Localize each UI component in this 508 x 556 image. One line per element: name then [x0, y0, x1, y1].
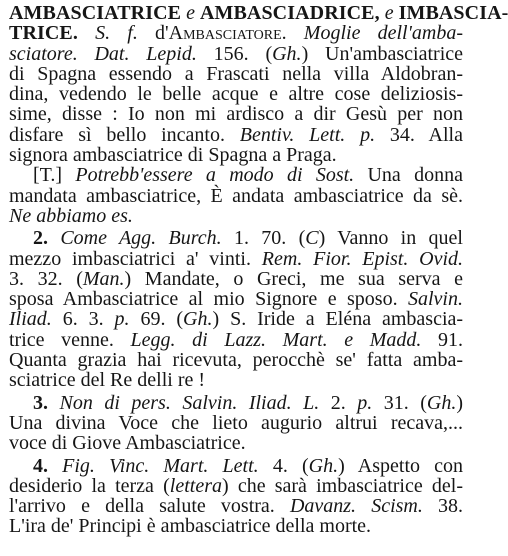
citation-source: p.: [357, 391, 373, 414]
tommaseo-mark: [T.]: [33, 164, 63, 187]
sense-4-line: [9, 456, 463, 476]
citation-source: Fig. Vinc. Mart. Lett.: [62, 454, 259, 477]
entry-header-line: [9, 2, 508, 24]
sense-2-line: [9, 289, 463, 309]
headword-imbasciatrice-part2: TRICE.: [9, 22, 78, 45]
headword-ambasciadrice: AMBASCIADRICE,: [199, 2, 380, 24]
entry-text-line: dina, vedendo le belle acque e altre cose deliziosis-: [9, 83, 463, 106]
citation-source: Salvin.: [408, 288, 463, 311]
citation-text: 156. (Gh.) Un'ambasciatrice: [213, 42, 463, 65]
sense-2-line: [9, 330, 463, 350]
note-text: Potrebb'essere a modo di Sost.: [75, 164, 355, 187]
sense-4-line: [9, 476, 463, 496]
citation-text: 38.: [438, 495, 464, 518]
citation-source: Rem. Fior. Epist. Ovid.: [261, 247, 463, 270]
citation-source: sciatore. Dat. Lepid.: [9, 42, 197, 65]
note-text: Ne abbiamo es.: [9, 204, 133, 227]
definition-text: Moglie dell'amba-: [303, 22, 463, 45]
citation-source: Davanz. Scism.: [289, 495, 423, 518]
citation-text: 4. (Gh.) Aspetto con: [272, 454, 464, 477]
citation-text: mezzo imbasciatrici a' vinti.: [9, 247, 251, 270]
headword-imbasciatrice-part1: IMBASCIA-: [398, 2, 508, 24]
headword-ambasciatrice: AMBASCIATRICE: [9, 2, 182, 24]
sense-2-line: [9, 269, 463, 289]
citation-text: 3. 32. (Man.) Mandate, o Greci, me sua serva e: [9, 267, 463, 290]
headword-conjunction: e: [384, 2, 394, 24]
sense-2-line: Quanta grazia hai ricevuta, perocchè se' fatta amba-: [9, 349, 463, 372]
citation-text: 91.: [438, 328, 464, 351]
citation-text: sposa Ambasciatrice al mio Signore e sposo.: [9, 288, 398, 311]
citation-text: l'arrivo e della salute vostra.: [9, 495, 275, 518]
headword-conjunction: e: [186, 2, 195, 24]
citation-text: disfare sì bello incanto.: [9, 123, 225, 146]
tommaseo-note-line: [9, 165, 463, 185]
sense-number: 4.: [33, 454, 48, 477]
citation-text: 69. (Gh.) S. Iride a Eléna ambascia-: [140, 308, 464, 331]
citation-source: p.: [114, 308, 130, 331]
sense-4-line: [9, 496, 463, 516]
citation-text: 1. 70. (C) Vanno in quel: [233, 227, 463, 250]
sense-2-line: [9, 249, 463, 269]
note-text: Una donna: [367, 164, 463, 187]
citation-text: desiderio la terza (lettera) che sarà imbasciatrice del-: [9, 474, 463, 497]
sense-number: 2.: [33, 227, 48, 250]
citation-source: Non di pers. Salvin. Iliad. L.: [59, 391, 320, 414]
sense-4-line: L'ira de' Principi è ambasciatrice della morte.: [9, 515, 372, 538]
entry-text-line: mandata ambasciatrice, È andata ambasciatrice da sè.: [9, 184, 463, 207]
citation-text: 6. 3.: [62, 308, 104, 331]
citation-source: Legg. di Lazz. Mart. e Madd.: [130, 328, 422, 351]
entry-text-line: sime, disse : Io non mi ardisco a dir Gesù per non: [9, 103, 463, 126]
sense-2-line: [9, 228, 463, 248]
citation-source: Bentiv. Lett. p.: [239, 123, 376, 146]
citation-text: 31. (Gh.): [383, 391, 464, 414]
sense-3-line: voce di Giove Ambasciatrice.: [9, 432, 246, 455]
citation-text: 34. Alla: [389, 123, 463, 146]
sense-3-line: Una divina Voce che lieto augurio altrui recava,...: [9, 411, 463, 434]
entry-text-line: signora ambasciatrice di Spagna a Praga.: [9, 144, 337, 167]
definition-prefix: d'Ambasciatore.: [155, 22, 287, 45]
citation-source: Iliad.: [9, 308, 52, 331]
citation-source: Come Agg. Burch.: [60, 227, 222, 250]
citation-text: trice venne.: [9, 328, 114, 351]
entry-citation-line: [9, 125, 463, 145]
sense-2-line: sciatrice del Re delli re !: [9, 369, 206, 392]
citation-text: 2.: [330, 391, 346, 414]
entry-definition-line: [9, 23, 463, 43]
sense-3-line: [9, 393, 463, 413]
sense-2-line: [9, 309, 463, 329]
entry-citation-line: [9, 44, 463, 64]
sense-number: 3.: [33, 391, 48, 414]
entry-text-line: di Spagna essendo a Frascati nella villa Aldobran-: [9, 62, 463, 85]
grammar-label: S. f.: [95, 22, 138, 45]
